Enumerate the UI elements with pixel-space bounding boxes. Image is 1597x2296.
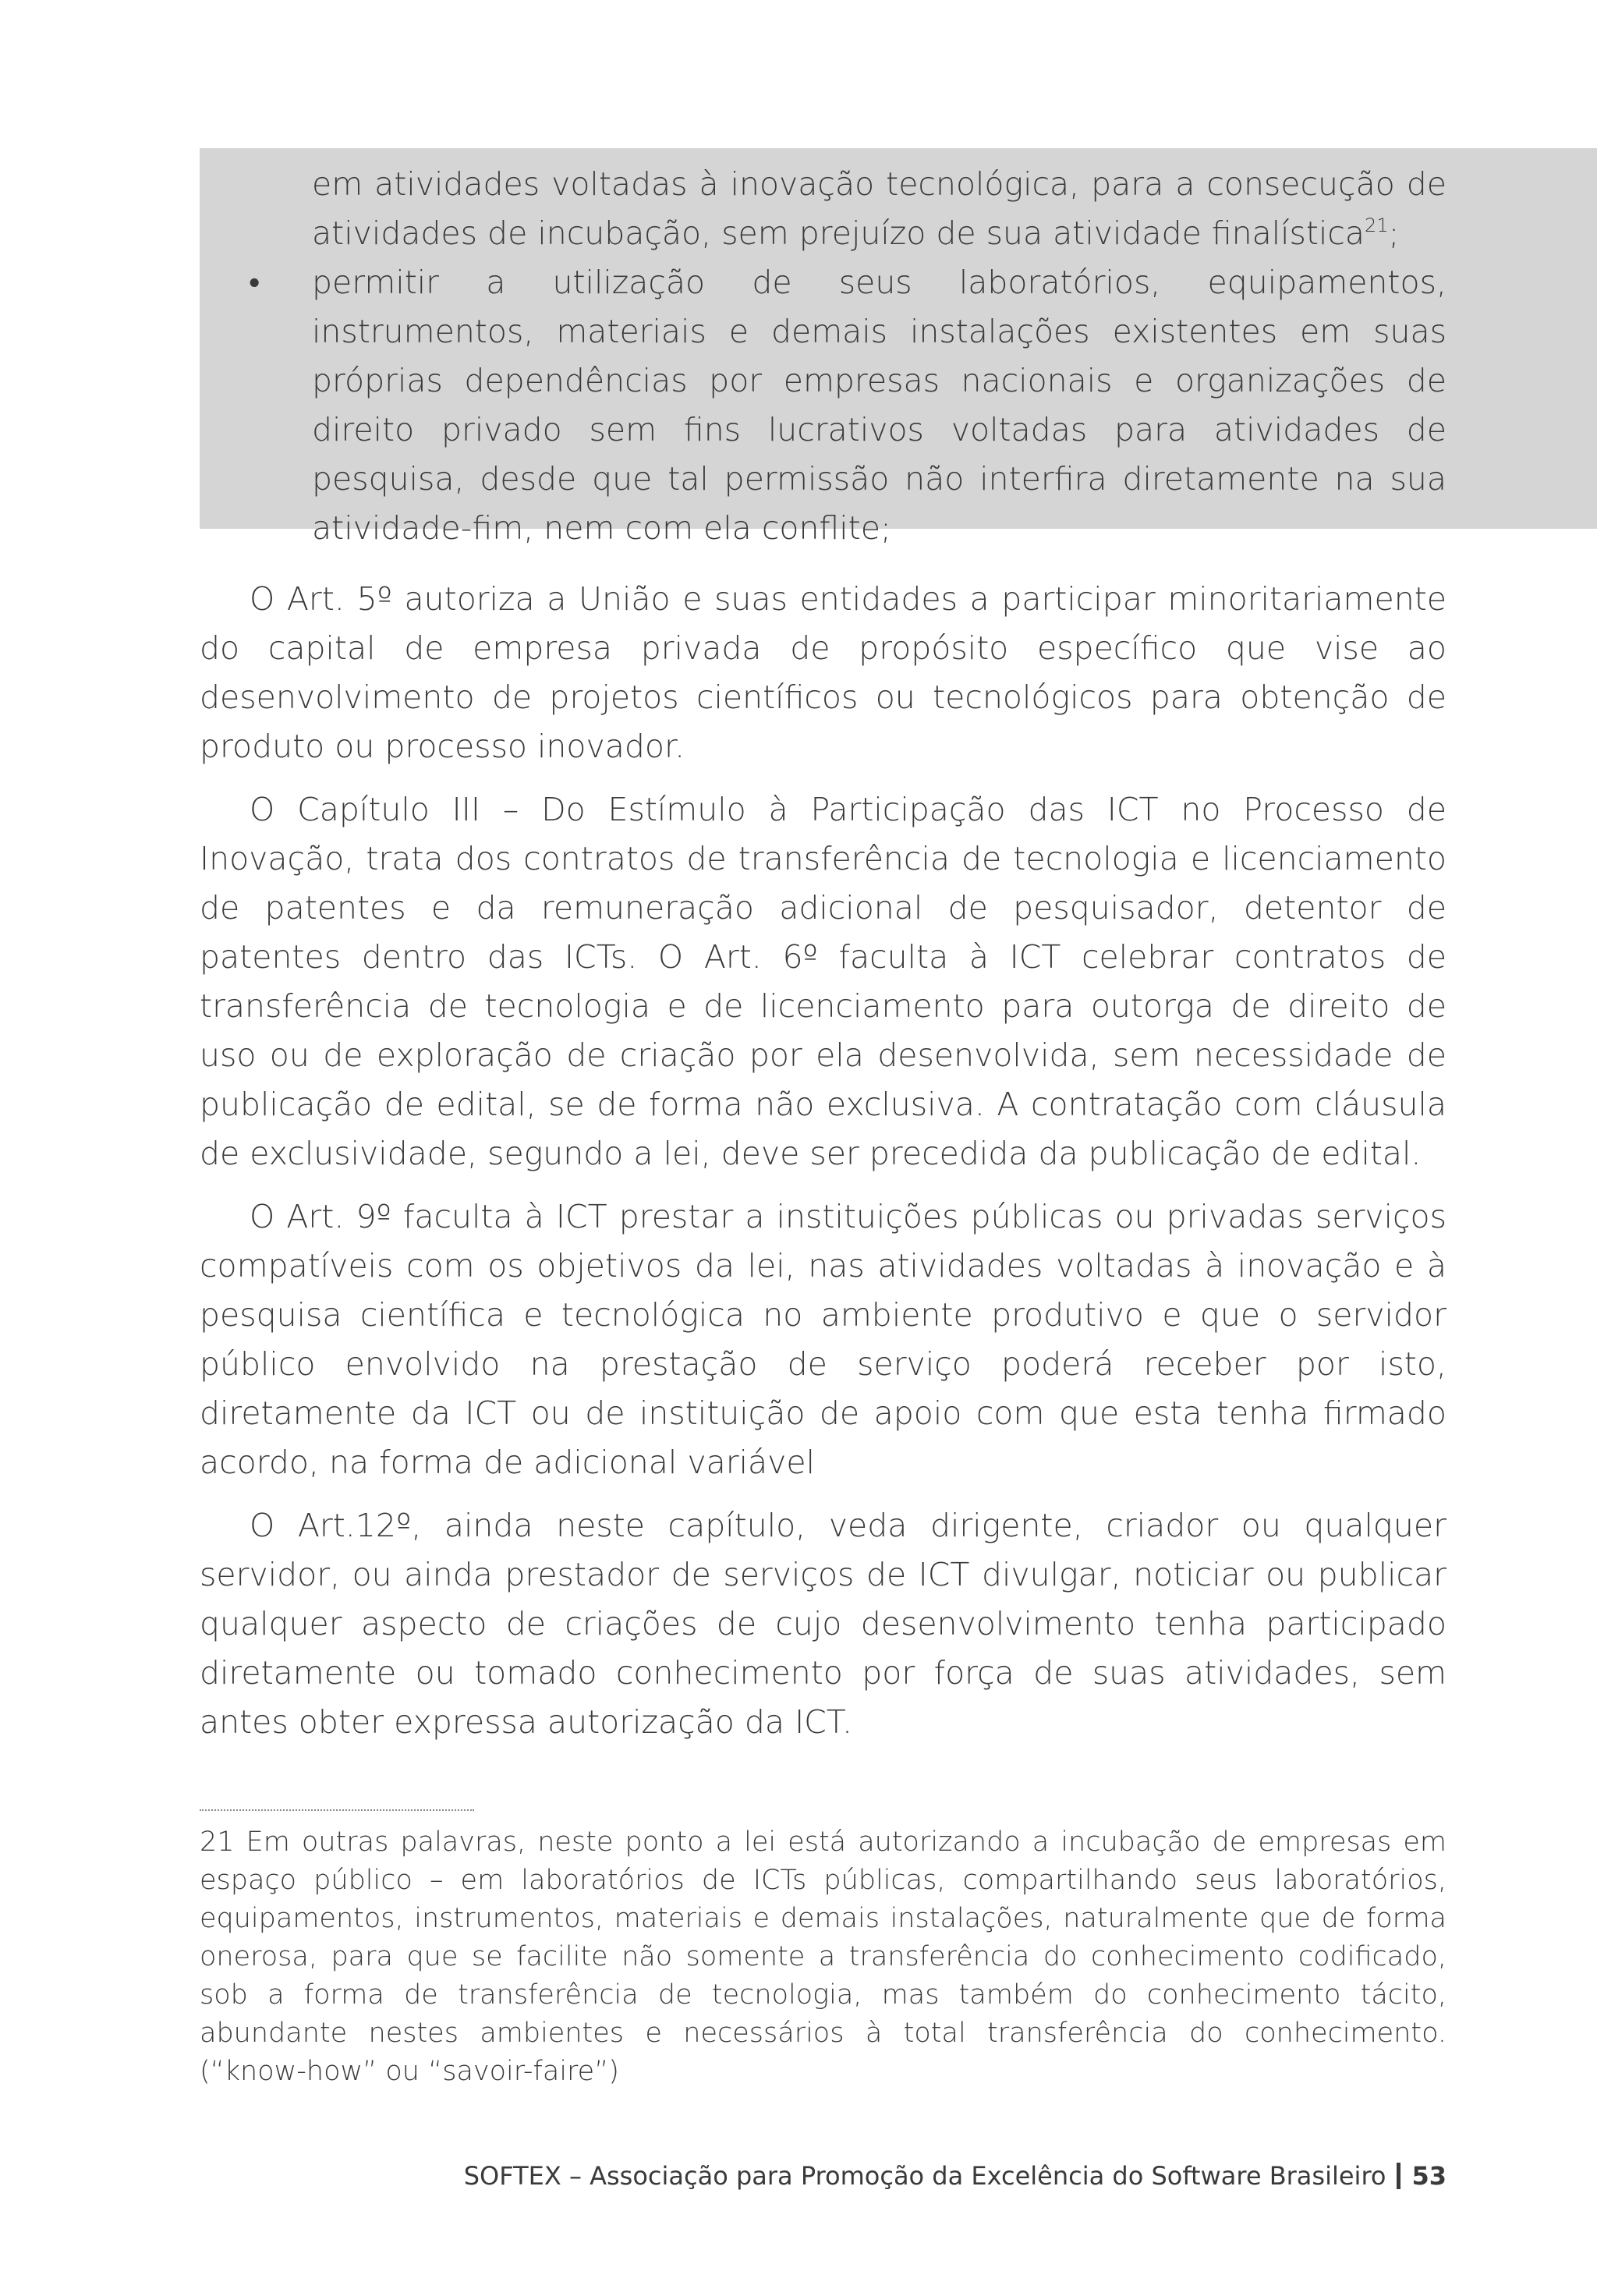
body-text [200, 575, 1447, 1761]
body-paragraph: O Art.12º, ainda neste capítulo, veda dirigente, criador ou qualquer servidor, ou ainda prestador de serviços de ICT divulgar, noticiar ou publicar qualquer aspecto de criações de cujo desenvolvimento tenha participado diretamente ou tomado conhecimento por força de suas atividades, sem antes obter expressa autorização da ICT. [200, 1507, 1447, 1741]
page-number: 53 [1411, 2161, 1447, 2191]
callout-continuation-end: ; [1388, 214, 1400, 252]
body-paragraph: O Capítulo III – Do Estímulo à Participação das ICT no Processo de Inovação, trata dos contratos de transferência de tecnologia e licenciamento de patentes e da remuneração adicional de pesquisador, detentor de patentes dentro das ICTs. O Art. 6º faculta à ICT celebrar contratos de transferência de tecnologia e de licenciamento para outorga de direito de uso ou de exploração de criação por ela desenvolvida, sem necessidade de publicação de edital, se de forma não exclusiva. A contratação com cláusula de exclusividade, segundo a lei, deve ser precedida da publicação de edital. [200, 791, 1447, 1172]
body-paragraph: O Art. 9º faculta à ICT prestar a instituições públicas ou privadas serviços compatíveis com os objetivos da lei, nas atividades voltadas à inovação e à pesquisa científica e tecnológica no ambiente produtivo e que o servidor público envolvido na prestação de serviço poderá receber por isto, diretamente da ICT ou de instituição de apoio com que esta tenha firmado acordo, na forma de adicional variável [200, 1198, 1447, 1481]
callout-continuation [312, 160, 1447, 258]
callout-bullet-item [249, 258, 1447, 553]
footnote [200, 1823, 1447, 2091]
footer-separator [1397, 2163, 1400, 2189]
footnote-reference[interactable]: 21 [1365, 214, 1389, 236]
footer-publisher: SOFTEX – Associação para Promoção da Excelência do Software Brasileiro [463, 2161, 1386, 2191]
footnote-divider [200, 1809, 474, 1811]
callout-content [249, 160, 1447, 553]
callout-continuation-text: em atividades voltadas à inovação tecnológica, para a consecução de atividades de incubação, sem prejuízo de sua atividade finalística [312, 165, 1447, 252]
callout-bullet-text: permitir a utilização de seus laboratórios, equipamentos, instrumentos, materiais e demais instalações existentes em suas próprias dependências por empresas nacionais e organizações de direito privado sem fins lucrativos voltadas para atividades de pesquisa, desde que tal permissão não interfira diretamente na sua atividade-fim, nem com ela conflite; [312, 264, 1447, 547]
footnote-text: 21 Em outras palavras, neste ponto a lei está autorizando a incubação de empresas em espaço público – em laboratórios de ICTs públicas, compartilhando seus laboratórios, equipamentos, instrumentos, materiais e demais instalações, naturalmente que de forma onerosa, para que se facilite não somente a transferência do conhecimento codificado, sob a forma de transferência de tecnologia, mas também do conhecimento tácito, abundante nestes ambientes e necessários à total transferência do conhecimento. (“know-how” ou “savoir-faire”) [200, 1827, 1447, 2087]
bullet-icon: • [249, 264, 260, 301]
page-footer [200, 2159, 1447, 2193]
body-paragraph: O Art. 5º autoriza a União e suas entidades a participar minoritariamente do capital de empresa privada de propósito específico que vise ao desenvolvimento de projetos científicos ou tecnológicos para obtenção de produto ou processo inovador. [200, 580, 1447, 765]
